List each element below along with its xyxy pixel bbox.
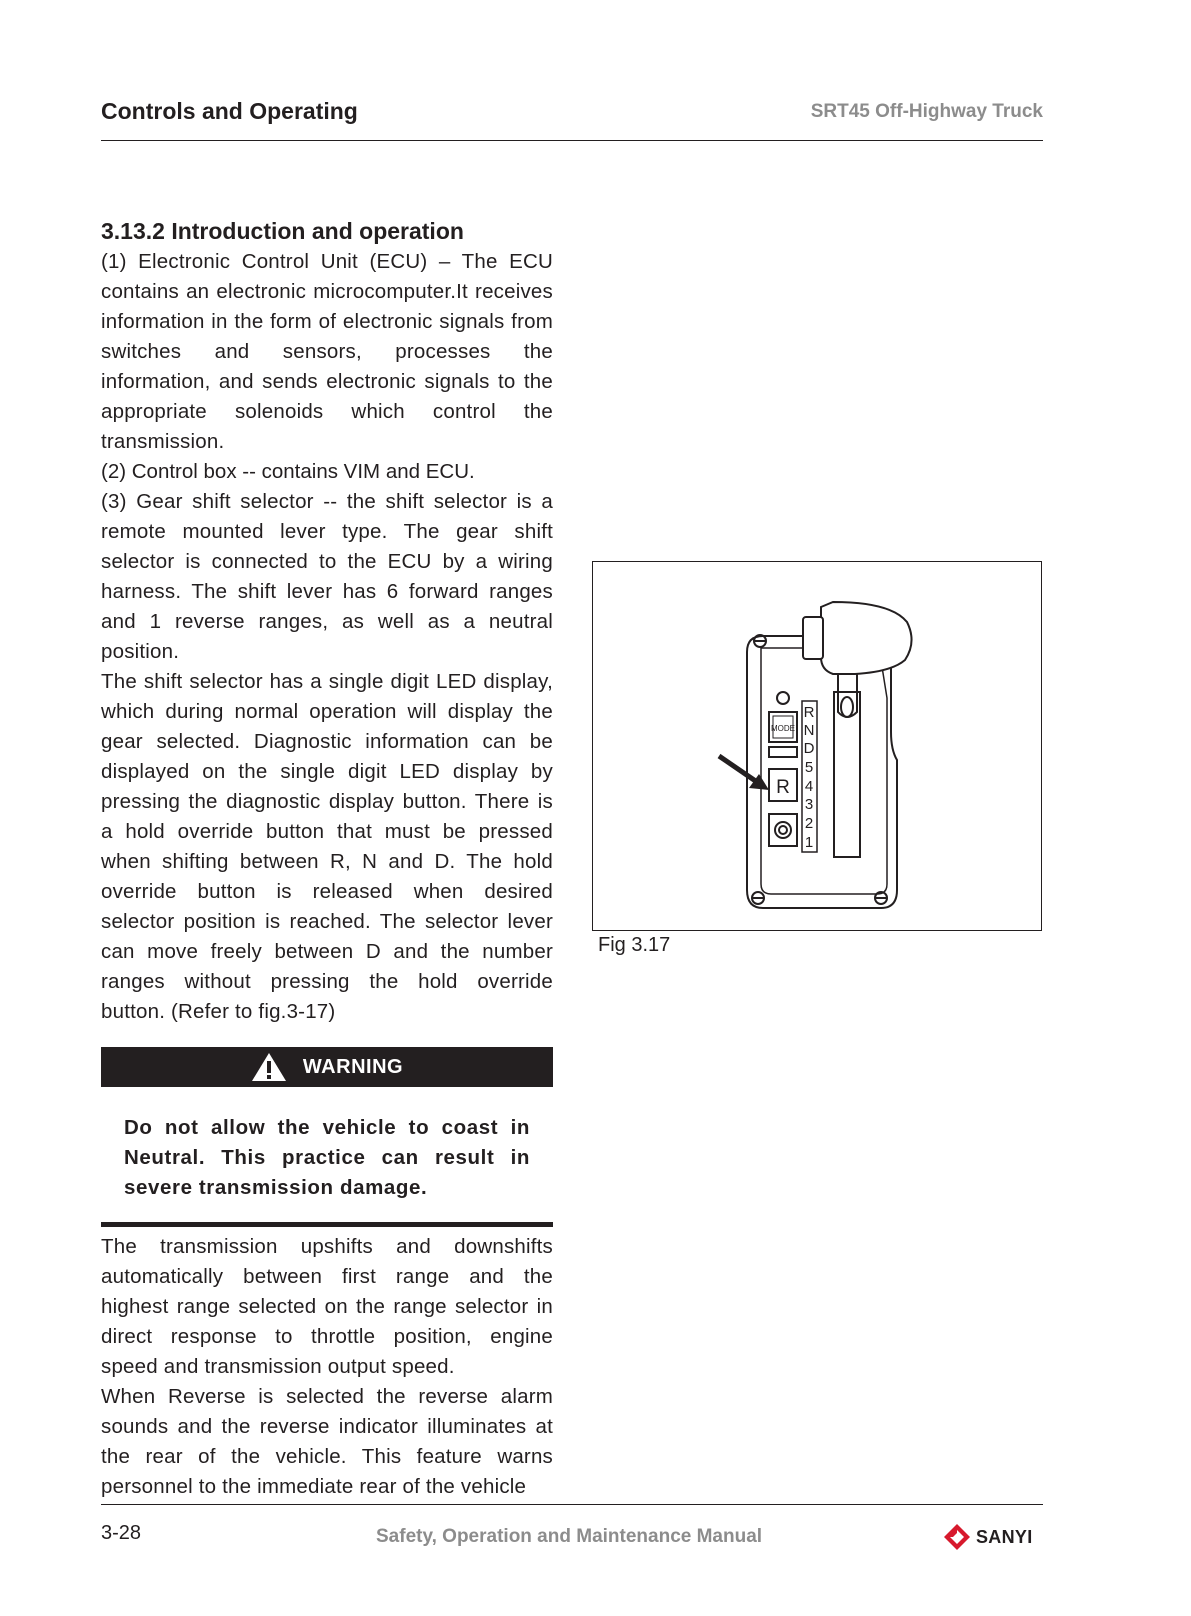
mode-button-label: MODE xyxy=(771,724,795,733)
header-divider xyxy=(101,140,1043,141)
warning-message: Do not allow the vehicle to coast in Neutral. This practice can result in severe transmission damage. xyxy=(124,1116,530,1199)
brand-name: SANYI xyxy=(976,1526,1033,1547)
page-number: 3-28 xyxy=(101,1522,142,1544)
gear-position-r: R xyxy=(803,704,815,721)
warning-triangle-icon xyxy=(251,1052,287,1082)
section-heading: 3.13.2 Introduction and operation xyxy=(101,218,464,244)
body-text-block-2 xyxy=(101,1232,553,1502)
paragraph-shifting: The transmission upshifts and downshifts automatically between first range and the highest range selected on the range selector in direct response to throttle position, engine speed and transmission output speed. xyxy=(101,1235,553,1378)
header-product-name: SRT45 Off-Highway Truck xyxy=(810,101,1043,122)
header-section-title: Controls and Operating xyxy=(101,98,358,124)
figure-caption: Fig 3.17 xyxy=(598,934,671,956)
body-text-block xyxy=(101,247,553,1027)
paragraph-led-display: The shift selector has a single digit LED display, which during normal operation will display the gear selected. Diagnostic information can be displayed on the single digit LED display by pressing the diagnostic display button. There is a hold override button that must be pressed when shifting between R, N and D. The hold override button is released when desired selector position is reached. The selector lever can move freely between D and the number ranges without pressing the hold override button. (Refer to fig.3-17) xyxy=(101,670,553,1023)
gear-position-n: N xyxy=(803,722,815,739)
footer-divider xyxy=(101,1504,1043,1505)
led-display-letter: R xyxy=(776,777,790,798)
warning-bottom-rule xyxy=(101,1222,553,1227)
warning-title: WARNING xyxy=(302,1055,404,1078)
warning-banner xyxy=(101,1047,553,1087)
paragraph-gear-shift: (3) Gear shift selector -- the shift selector is a remote mounted lever type. The gear shift selector is connected to the ECU by a wiring harness. The shift lever has 6 forward ranges and 1 reverse ranges, as well as a neutral position. xyxy=(101,490,553,663)
gear-position-3: 3 xyxy=(804,796,814,813)
gear-position-5: 5 xyxy=(804,759,814,776)
brand-logo xyxy=(942,1522,1033,1552)
paragraph-control-box: (2) Control box -- contains VIM and ECU. xyxy=(101,460,475,483)
sanyi-logo-icon xyxy=(942,1522,972,1552)
paragraph-reverse-alarm: When Reverse is selected the reverse alarm sounds and the reverse indicator illuminates at the rear of the vehicle. This feature warns personnel to the immediate rear of the vehicle xyxy=(101,1385,553,1498)
gear-shift-selector-illustration xyxy=(593,562,1041,930)
gear-position-1: 1 xyxy=(804,834,814,851)
gear-position-4: 4 xyxy=(804,778,814,795)
footer-manual-title: Safety, Operation and Maintenance Manual xyxy=(376,1526,763,1547)
gear-position-2: 2 xyxy=(804,815,814,832)
paragraph-ecu: (1) Electronic Control Unit (ECU) – The ECU contains an electronic microcomputer.It receives information in the form of electronic signals from switches and sensors, processes the information, and sends electronic signals to the appropriate solenoids which control the transmission. xyxy=(101,250,553,453)
figure-frame xyxy=(592,561,1042,931)
gear-position-d: D xyxy=(803,740,815,757)
